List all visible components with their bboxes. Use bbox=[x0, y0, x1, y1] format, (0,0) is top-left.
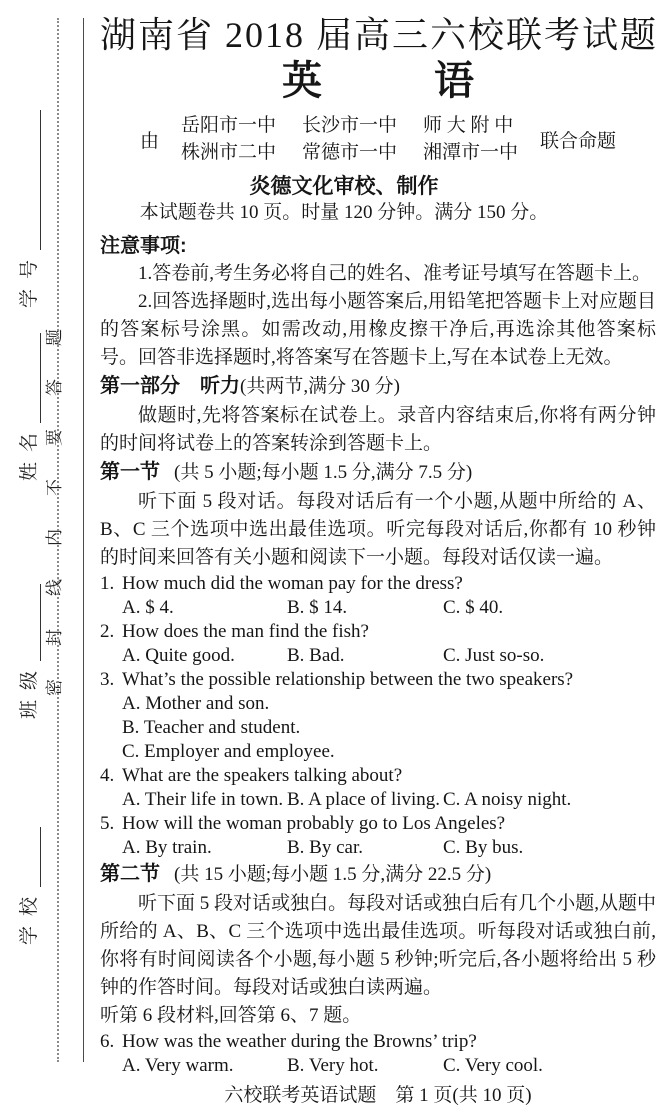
question-number: 1. bbox=[100, 573, 115, 594]
option-a: A. Quite good. bbox=[122, 645, 235, 666]
option-a: A. Their life in town. bbox=[122, 789, 284, 810]
school-name: 岳阳市一中 bbox=[180, 115, 276, 136]
joint-label: 联合命题 bbox=[540, 130, 617, 152]
option-a: A. Mother and son. bbox=[122, 693, 270, 714]
question-number: 2. bbox=[100, 621, 115, 642]
page-footer: 六校联考英语试题 第 1 页(共 10 页) bbox=[224, 1085, 532, 1106]
option-b: B. By car. bbox=[287, 837, 363, 858]
option-c: C. A noisy night. bbox=[443, 789, 572, 810]
section1-heading-bold: 第一节 bbox=[100, 461, 160, 483]
question-options bbox=[122, 596, 656, 620]
option-a: A. Very warm. bbox=[122, 1055, 234, 1076]
question-text: How much did the woman pay for the dress? bbox=[122, 573, 463, 594]
school-row-1 bbox=[181, 112, 518, 139]
question-options bbox=[122, 788, 656, 812]
question-line bbox=[100, 620, 656, 644]
option-c: C. Just so-so. bbox=[443, 645, 545, 666]
option-b: B. Very hot. bbox=[287, 1055, 379, 1076]
notice-item-2: 2.回答选择题时,选出每小题答案后,用铅笔把答题卡上对应题目的答案标号涂黑。如需改动,用橡皮擦干净后,再选涂其他答案标号。回答非选择题时,将答案写在答题卡上,写在本试卷上无效。 bbox=[100, 291, 656, 368]
school-row-2 bbox=[181, 139, 518, 166]
margin-rule-line bbox=[83, 18, 84, 1062]
question-number: 3. bbox=[100, 669, 115, 690]
field-student-id bbox=[14, 110, 41, 308]
option-c: C. Employer and employee. bbox=[122, 741, 335, 762]
section1-heading-paren: (共 5 小题;每小题 1.5 分,满分 7.5 分) bbox=[174, 462, 473, 483]
question-line bbox=[100, 572, 656, 596]
field-student-id-label: 学号 bbox=[18, 249, 40, 308]
seal-dotted-line bbox=[57, 18, 59, 1062]
section2-heading bbox=[100, 860, 656, 890]
question-5 bbox=[100, 812, 656, 860]
question-text: How does the man find the fish? bbox=[122, 621, 369, 642]
field-school-blank bbox=[38, 827, 41, 887]
question-6 bbox=[100, 1030, 656, 1078]
notice-heading: 注意事项: bbox=[100, 235, 187, 257]
paper-content bbox=[100, 0, 659, 1109]
question-text: What are the speakers talking about? bbox=[122, 765, 403, 786]
issued-by-label: 由 bbox=[139, 130, 159, 152]
question-number: 5. bbox=[100, 813, 115, 834]
question-line bbox=[100, 764, 656, 788]
field-name-label: 姓名 bbox=[18, 422, 40, 481]
part1-heading-paren: (共两节,满分 30 分) bbox=[240, 376, 400, 397]
school-name: 师 大 附 中 bbox=[423, 115, 514, 136]
option-b: B. Teacher and student. bbox=[122, 717, 301, 738]
option-b: B. $ 14. bbox=[287, 597, 348, 618]
question-3 bbox=[100, 668, 656, 764]
option-c: C. By bus. bbox=[443, 837, 524, 858]
section1-heading bbox=[100, 458, 656, 488]
question-1 bbox=[100, 572, 656, 620]
option-c: C. $ 40. bbox=[443, 597, 504, 618]
part1-intro: 做题时,先将答案标在试卷上。录音内容结束后,你将有两分钟的时间将试卷上的答案转涂到答题卡上。 bbox=[100, 405, 656, 454]
option-b: B. Bad. bbox=[287, 645, 345, 666]
question-line bbox=[100, 812, 656, 836]
material-note: 听第 6 段材料,回答第 6、7 题。 bbox=[100, 1005, 362, 1026]
school-name: 常德市一中 bbox=[301, 142, 397, 163]
subject-char-second: 语 bbox=[434, 59, 474, 103]
field-student-id-blank bbox=[38, 110, 41, 250]
field-school-label: 学校 bbox=[18, 886, 40, 945]
school-name: 长沙市一中 bbox=[301, 115, 397, 136]
question-number: 4. bbox=[100, 765, 115, 786]
question-4 bbox=[100, 764, 656, 812]
question-line bbox=[100, 668, 656, 692]
section2-intro: 听下面 5 段对话或独白。每段对话或独白后有几个小题,从题中所给的 A、B、C 三个选项中选出最佳选项。听每段对话或独白前,你将有时间阅读各个小题,每小题 5 秒钟;听完后,各小题将给出 5 秒钟的作答时间。每段对话或独白读两遍。 bbox=[100, 893, 656, 998]
question-options bbox=[122, 1054, 656, 1078]
question-text: How was the weather during the Browns’ trip? bbox=[122, 1031, 477, 1052]
section2-heading-paren: (共 15 小题;每小题 1.5 分,满分 22.5 分) bbox=[174, 864, 492, 885]
question-number: 6. bbox=[100, 1031, 115, 1052]
seal-line-warning: 密封线内不要答题 bbox=[44, 296, 64, 696]
producer-line: 炎德文化审校、制作 bbox=[249, 175, 439, 198]
option-b: B. A place of living. bbox=[287, 789, 441, 810]
student-info-fields bbox=[12, 50, 42, 1060]
question-line bbox=[100, 1030, 656, 1054]
question-text: How will the woman probably go to Los Angeles? bbox=[122, 813, 506, 834]
school-name: 株洲市二中 bbox=[180, 142, 276, 163]
question-2 bbox=[100, 620, 656, 668]
part1-heading-bold: 第一部分 听力 bbox=[100, 375, 240, 397]
field-school bbox=[14, 827, 41, 945]
field-name bbox=[14, 333, 41, 481]
paper-info-line: 本试题卷共 10 页。时量 120 分钟。满分 150 分。 bbox=[139, 202, 549, 223]
school-names bbox=[181, 112, 518, 166]
section1-intro: 听下面 5 段对话。每段对话后有一个小题,从题中所给的 A、B、C 三个选项中选出最佳选项。听完每段对话后,你都有 10 秒钟的时间来回答有关小题和阅读下一小题。每段对话仅读一遍。 bbox=[100, 491, 656, 568]
option-c: C. Very cool. bbox=[443, 1055, 543, 1076]
option-a: A. $ 4. bbox=[122, 597, 174, 618]
subject-char-first: 英 bbox=[282, 59, 322, 103]
field-class-label: 班级 bbox=[18, 660, 40, 719]
notice-item-1: 1.答卷前,考生务必将自己的姓名、准考证号填写在答题卡上。 bbox=[138, 263, 652, 284]
field-class bbox=[14, 584, 41, 719]
schools-block bbox=[100, 112, 656, 166]
question-options bbox=[100, 692, 656, 764]
page-title: 湖南省 2018 届高三六校联考试题 bbox=[100, 15, 659, 55]
question-text: What’s the possible relationship between the two speakers? bbox=[122, 669, 574, 690]
question-options bbox=[122, 644, 656, 668]
school-name: 湘潭市一中 bbox=[423, 142, 519, 163]
option-a: A. By train. bbox=[122, 837, 212, 858]
section2-heading-bold: 第二节 bbox=[100, 863, 160, 885]
subject-title bbox=[100, 58, 656, 104]
question-options bbox=[122, 836, 656, 860]
part1-heading bbox=[100, 372, 656, 402]
